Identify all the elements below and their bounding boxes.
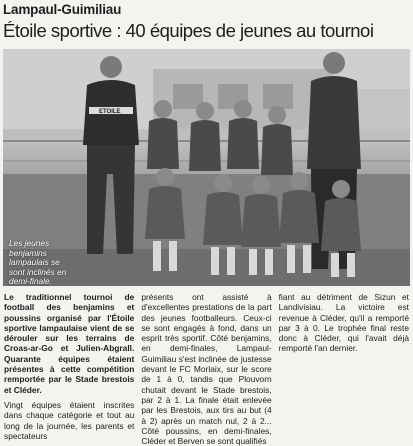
- article-body: [4, 292, 409, 446]
- article-lead: Le traditionnel tournoi de football des benjamins et poussins organisé par l'Étoile sportive lampaulaise vient de se dérouler sur les terrains de Croas-ar-Go et Julien-Abgrall. Quarante équipes étaient présentes à cette compétition remportée par le Stade brestois et Cléder.: [4, 292, 135, 395]
- jersey-print: ETOILE: [99, 109, 121, 115]
- headline: Étoile sportive : 40 équipes de jeunes au tournoi: [3, 20, 374, 41]
- photo-caption: Les jeunes benjamins lampaulais se sont inclinés en demi-finale.: [9, 238, 67, 287]
- team-photo: [3, 49, 410, 286]
- article-column-3: [279, 292, 409, 412]
- article-paragraph: fiant au détriment de Sizun et Landivisiau. La victoire est revenue à Cléder, qu'il a remporté par 3 à 0. Le trophée final reste donc à Cléder, qui l'avait déjà remporté l'an dernier.: [278, 292, 409, 354]
- article-paragraph: Vingt équipes étaient inscrites dans chaque catégorie et tout au long de la journée, les parents et spectateurs: [4, 399, 135, 441]
- article-paragraph: présents ont assisté à d'excellentes prestations de la part des jeunes footballeurs. Ceux-ci se sont engagés à fond, dans un esprit très sportif. Côté benjamins, en demi-finales, Lampaul-Guimiliau s'est inclinée de justesse devant le FC Morlaix, sur le score de 1 à 0, tandis que Plouvorn chutait devant le Stade brestois, par 2 à 1. La finale était enlevée par les Brestois, aux tirs au but (4 à 2) après un match nul, 2 à 2... Côté poussins, en demi-finales, Cléder et Berven se sont qualifiés: [141, 292, 272, 446]
- article-column-1: [4, 292, 135, 441]
- locality-heading: Lampaul-Guimiliau: [3, 2, 122, 17]
- article-column-2: [141, 292, 272, 446]
